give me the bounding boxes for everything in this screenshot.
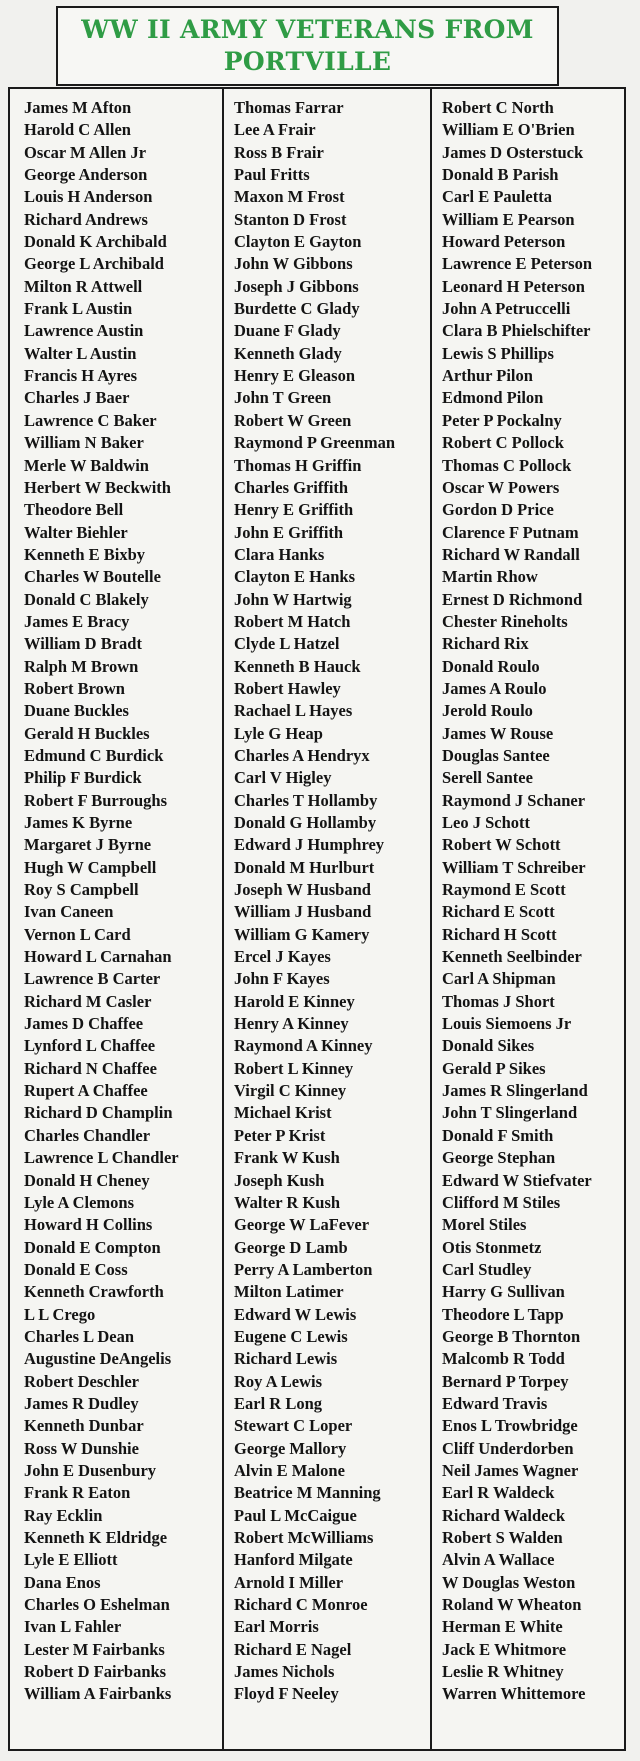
veteran-name: Donald M Hurlburt (234, 857, 375, 877)
veteran-name: Milton R Attwell (24, 276, 143, 296)
veteran-name: George Anderson (24, 165, 148, 185)
veteran-name: Serell Santee (442, 768, 533, 788)
veteran-name: Dana Enos (24, 1572, 101, 1592)
veteran-name: Kenneth Seelbinder (442, 947, 582, 967)
veteran-name: Edward W Stiefvater (442, 1170, 592, 1190)
veteran-name: John T Slingerland (442, 1103, 578, 1123)
veteran-name: Joseph Kush (234, 1170, 325, 1190)
veteran-name: Cliff Underdorben (442, 1438, 574, 1458)
veteran-name: Ivan L Fahler (24, 1617, 122, 1637)
veteran-name: Howard Peterson (442, 232, 566, 252)
veteran-name: Jerold Roulo (442, 701, 533, 721)
veteran-name: Ross W Dunshie (24, 1438, 139, 1458)
veteran-name: Richard M Casler (24, 991, 152, 1011)
veteran-name: George W LaFever (234, 1215, 370, 1235)
veteran-name: Howard H Collins (24, 1215, 153, 1235)
veteran-name: Peter P Pockalny (442, 410, 562, 430)
veteran-name: Philip F Burdick (24, 768, 142, 788)
roster-column-3 (432, 89, 624, 1749)
veteran-name: James R Slingerland (442, 1081, 588, 1101)
veteran-name: Maxon M Frost (234, 187, 345, 207)
veteran-name: Ernest D Richmond (442, 589, 583, 609)
veteran-name: Gerald H Buckles (24, 723, 150, 743)
veteran-name: Richard E Nagel (234, 1639, 352, 1659)
veteran-name: Robert W Green (234, 410, 352, 430)
veteran-name: George D Lamb (234, 1237, 348, 1257)
veteran-name: John A Petruccelli (442, 299, 571, 319)
veteran-name: William D Bradt (24, 634, 142, 654)
veteran-name: Peter P Krist (234, 1125, 326, 1145)
veteran-name: Ross B Frair (234, 142, 324, 162)
veteran-name: Lyle A Clemons (24, 1192, 135, 1212)
veteran-name: Perry A Lamberton (234, 1259, 373, 1279)
veteran-name: Joseph J Gibbons (234, 276, 359, 296)
veteran-name: Rupert A Chaffee (24, 1081, 148, 1101)
veteran-name: Thomas J Short (442, 991, 555, 1011)
veteran-name: Francis H Ayres (24, 366, 138, 386)
veteran-name: Lyle E Elliott (24, 1550, 118, 1570)
veteran-name: Raymond A Kinney (234, 1036, 373, 1056)
veteran-name: Kenneth Dunbar (24, 1416, 144, 1436)
veteran-name: James W Rouse (442, 723, 554, 743)
veteran-name: Kenneth E Bixby (24, 544, 146, 564)
veteran-name: William J Husband (234, 902, 372, 922)
veteran-name: Charles L Dean (24, 1326, 135, 1346)
veteran-name: Harry G Sullivan (442, 1282, 565, 1302)
veteran-name: John T Green (234, 388, 332, 408)
veteran-name: Robert C North (442, 98, 554, 117)
veteran-name: Enos L Trowbridge (442, 1416, 578, 1436)
veteran-name: Duane F Glady (234, 321, 341, 341)
veteran-name: Charles O Eshelman (24, 1595, 170, 1615)
veteran-name: L L Crego (24, 1304, 96, 1324)
veteran-name: Raymond E Scott (442, 880, 566, 900)
veteran-name: Louis Siemoens Jr (442, 1014, 572, 1034)
veteran-name: George B Thornton (442, 1326, 581, 1346)
veteran-name: Robert L Kinney (234, 1058, 354, 1078)
veteran-name: Michael Krist (234, 1103, 332, 1123)
veteran-name: Lawrence B Carter (24, 969, 161, 989)
title-box (56, 6, 559, 86)
veteran-name: Carl E Pauletta (442, 187, 552, 207)
veteran-name: Robert F Burroughs (24, 790, 168, 810)
veteran-name: Charles J Baer (24, 388, 130, 408)
veteran-name: Donald G Hollamby (234, 813, 377, 832)
veteran-name: Milton Latimer (234, 1282, 344, 1302)
veteran-name: W Douglas Weston (442, 1572, 576, 1592)
veteran-name: Earl Morris (234, 1617, 319, 1637)
veteran-name: Thomas Farrar (234, 98, 344, 117)
veteran-name: Donald K Archibald (24, 232, 167, 252)
veteran-name: Lawrence C Baker (24, 410, 157, 430)
veteran-name: James D Osterstuck (442, 142, 584, 162)
veteran-name: Clyde L Hatzel (234, 634, 340, 654)
veteran-name: Charles Chandler (24, 1125, 151, 1145)
veteran-name: Gordon D Price (442, 500, 554, 520)
veteran-name: James D Chaffee (24, 1014, 144, 1034)
veteran-name: George Mallory (234, 1438, 347, 1458)
veteran-name: Clifford M Stiles (442, 1192, 561, 1212)
veteran-name: William T Schreiber (442, 857, 586, 877)
veteran-name: Leo J Schott (442, 813, 530, 832)
veteran-name: George L Archibald (24, 254, 164, 274)
veteran-name: Louis H Anderson (24, 187, 153, 207)
veteran-name: Charles W Boutelle (24, 567, 161, 587)
veteran-name: Donald Roulo (442, 656, 540, 676)
veteran-name: Ray Ecklin (24, 1505, 103, 1525)
veteran-name: Robert Brown (24, 678, 125, 698)
veteran-name: Charles Griffith (234, 477, 349, 497)
veteran-name: Oscar M Allen Jr (24, 142, 147, 162)
veteran-name: Harold E Kinney (234, 991, 355, 1011)
veteran-name: Arnold I Miller (234, 1572, 344, 1592)
veteran-name: Leslie R Whitney (442, 1662, 564, 1682)
veteran-name: Paul Fritts (234, 165, 310, 185)
veteran-name: Douglas Santee (442, 745, 550, 765)
veteran-name: John F Kayes (234, 969, 330, 989)
veteran-name: John E Dusenbury (24, 1460, 157, 1480)
veteran-name: William N Baker (24, 433, 144, 453)
veteran-name: Howard L Carnahan (24, 947, 172, 967)
title-line-1: WW II ARMY VETERANS FROM (81, 15, 534, 44)
veteran-name: Edmund C Burdick (24, 745, 164, 765)
veteran-name: Thomas H Griffin (234, 455, 362, 475)
veteran-name: Beatrice M Manning (234, 1483, 381, 1503)
veteran-name: Robert W Schott (442, 835, 561, 855)
veteran-name: James K Byrne (24, 813, 133, 832)
veteran-name: Ralph M Brown (24, 656, 139, 676)
veteran-name: Robert Hawley (234, 678, 341, 698)
veteran-name: Edward Travis (442, 1393, 548, 1413)
veteran-name: Donald C Blakely (24, 589, 149, 609)
veteran-name: Walter L Austin (24, 343, 137, 363)
veterans-roster (8, 87, 626, 1751)
veteran-name: Richard N Chaffee (24, 1058, 157, 1078)
veteran-name: Walter R Kush (234, 1192, 341, 1212)
veteran-name: Roland W Wheaton (442, 1595, 582, 1615)
veteran-name: Thomas C Pollock (442, 455, 572, 475)
veteran-name: Jack E Whitmore (442, 1639, 567, 1659)
veteran-name: Kenneth Crawforth (24, 1282, 164, 1302)
veteran-name: Edmond Pilon (442, 388, 544, 408)
veteran-name: Donald B Parish (442, 165, 559, 185)
veteran-name: Richard Lewis (234, 1349, 338, 1369)
veteran-name: Kenneth B Hauck (234, 656, 361, 676)
veteran-name: Gerald P Sikes (442, 1058, 546, 1078)
veteran-name: Robert McWilliams (234, 1528, 374, 1547)
roster-column-1 (10, 89, 224, 1749)
veteran-name: Clara B Phielschifter (442, 321, 591, 341)
veteran-name: Clayton E Gayton (234, 232, 362, 252)
veteran-name: Theodore L Tapp (442, 1304, 564, 1324)
veteran-name: Roy A Lewis (234, 1371, 323, 1391)
veteran-name: Donald E Coss (24, 1259, 128, 1279)
veteran-name: Herbert W Beckwith (24, 477, 171, 497)
veteran-name: Richard Andrews (24, 209, 148, 229)
title-line-2: PORTVILLE (223, 47, 392, 76)
veteran-name: Morel Stiles (442, 1215, 527, 1235)
veteran-name: Stewart C Loper (234, 1416, 353, 1436)
veteran-name: Lawrence L Chandler (24, 1148, 179, 1168)
veteran-name: Donald Sikes (442, 1036, 535, 1056)
veteran-name: Leonard H Peterson (442, 276, 585, 296)
veteran-name: Neil James Wagner (442, 1460, 579, 1480)
veteran-name: Herman E White (442, 1617, 563, 1637)
veteran-name: Paul L McCaigue (234, 1505, 357, 1525)
veteran-name: Hugh W Campbell (24, 857, 157, 877)
veteran-name: James R Dudley (24, 1393, 139, 1413)
veteran-name: Robert C Pollock (442, 433, 564, 453)
veteran-name: Arthur Pilon (442, 366, 533, 386)
veteran-name: Oscar W Powers (442, 477, 560, 497)
veteran-name: Margaret J Byrne (24, 835, 152, 855)
veteran-name: Carl Studley (442, 1259, 532, 1279)
veteran-name: Henry E Griffith (234, 500, 354, 520)
veteran-name: Augustine DeAngelis (24, 1349, 172, 1369)
veteran-name: Richard H Scott (442, 924, 557, 944)
veteran-name: Earl R Long (234, 1393, 323, 1413)
veteran-name: George Stephan (442, 1148, 556, 1168)
veteran-name: Chester Rineholts (442, 611, 568, 631)
veteran-name: Clara Hanks (234, 544, 325, 564)
veteran-name: Henry E Gleason (234, 366, 356, 386)
veteran-name: Edward J Humphrey (234, 835, 385, 855)
veteran-name: Alvin E Malone (234, 1460, 345, 1480)
veteran-name: Walter Biehler (24, 522, 128, 542)
veteran-name: Stanton D Frost (234, 209, 347, 229)
veteran-name: Lawrence Austin (24, 321, 144, 341)
veteran-name: Edward W Lewis (234, 1304, 357, 1324)
veteran-name: Hanford Milgate (234, 1550, 353, 1570)
veteran-name: Henry A Kinney (234, 1014, 349, 1034)
veteran-name: Lee A Frair (234, 120, 316, 140)
veteran-name: Martin Rhow (442, 567, 538, 587)
veteran-name: Richard D Champlin (24, 1103, 173, 1123)
veteran-name: John W Gibbons (234, 254, 353, 274)
veteran-name: James Nichols (234, 1662, 335, 1682)
veteran-name: Burdette C Glady (234, 299, 360, 319)
veteran-name: John E Griffith (234, 522, 344, 542)
veteran-name: Raymond P Greenman (234, 433, 396, 453)
veteran-name: John W Hartwig (234, 589, 352, 609)
roster-column-2 (224, 89, 432, 1749)
veteran-name: Frank W Kush (234, 1148, 340, 1168)
veteran-name: Harold C Allen (24, 120, 131, 140)
veteran-name: James A Roulo (442, 678, 547, 698)
veteran-name: Lyle G Heap (234, 723, 323, 743)
veteran-name: Lester M Fairbanks (24, 1639, 165, 1659)
veteran-name: Vernon L Card (24, 924, 131, 944)
veteran-name: Otis Stonmetz (442, 1237, 542, 1257)
veteran-name: Malcomb R Todd (442, 1349, 565, 1369)
veteran-name: Clarence F Putnam (442, 522, 579, 542)
veteran-name: Charles T Hollamby (234, 790, 378, 810)
veteran-name: Virgil C Kinney (234, 1081, 347, 1101)
veteran-name: Eugene C Lewis (234, 1326, 348, 1346)
veteran-name: Lewis S Phillips (442, 343, 554, 363)
veteran-name: William A Fairbanks (24, 1684, 172, 1704)
veteran-name: Clayton E Hanks (234, 567, 356, 587)
veteran-name: Roy S Campbell (24, 880, 139, 900)
veteran-name: Robert D Fairbanks (24, 1662, 167, 1682)
veteran-name: Richard C Monroe (234, 1595, 368, 1615)
veteran-name: Donald F Smith (442, 1125, 554, 1145)
veteran-name: Ercel J Kayes (234, 947, 331, 967)
veteran-name: William E Pearson (442, 209, 575, 229)
veteran-name: Carl A Shipman (442, 969, 556, 989)
veteran-name: Duane Buckles (24, 701, 129, 721)
veteran-name: Earl R Waldeck (442, 1483, 555, 1503)
veteran-name: Raymond J Schaner (442, 790, 586, 810)
veteran-name: Lynford L Chaffee (24, 1036, 156, 1056)
veteran-name: Robert Deschler (24, 1371, 140, 1391)
veteran-name: Richard E Scott (442, 902, 555, 922)
veteran-name: Joseph W Husband (234, 880, 371, 900)
veteran-name: Richard Rix (442, 634, 529, 654)
veteran-name: Frank R Eaton (24, 1483, 131, 1503)
veteran-name: Lawrence E Peterson (442, 254, 592, 274)
veteran-name: Donald E Compton (24, 1237, 161, 1257)
veteran-name: Kenneth Glady (234, 343, 342, 363)
veteran-name: James E Bracy (24, 611, 130, 631)
veteran-name: William G Kamery (234, 924, 370, 944)
veteran-name: Richard Waldeck (442, 1505, 566, 1525)
veteran-name: Robert M Hatch (234, 611, 351, 631)
veteran-name: Charles A Hendryx (234, 745, 370, 765)
veteran-name: Richard W Randall (442, 544, 580, 564)
veteran-name: Robert S Walden (442, 1528, 563, 1547)
veteran-name: Bernard P Torpey (442, 1371, 569, 1391)
veteran-name: Rachael L Hayes (234, 701, 353, 721)
veteran-name: Kenneth K Eldridge (24, 1528, 168, 1547)
veteran-name: Floyd F Neeley (234, 1684, 339, 1704)
veteran-name: Theodore Bell (24, 500, 124, 520)
veteran-name: James M Afton (24, 98, 132, 117)
veteran-name: William E O'Brien (442, 120, 575, 140)
veteran-name: Alvin A Wallace (442, 1550, 555, 1570)
veteran-name: Warren Whittemore (442, 1684, 586, 1704)
veteran-name: Merle W Baldwin (24, 455, 149, 475)
veteran-name: Ivan Caneen (24, 902, 114, 922)
veteran-name: Frank L Austin (24, 299, 133, 319)
veteran-name: Carl V Higley (234, 768, 332, 788)
veteran-name: Donald H Cheney (24, 1170, 150, 1190)
